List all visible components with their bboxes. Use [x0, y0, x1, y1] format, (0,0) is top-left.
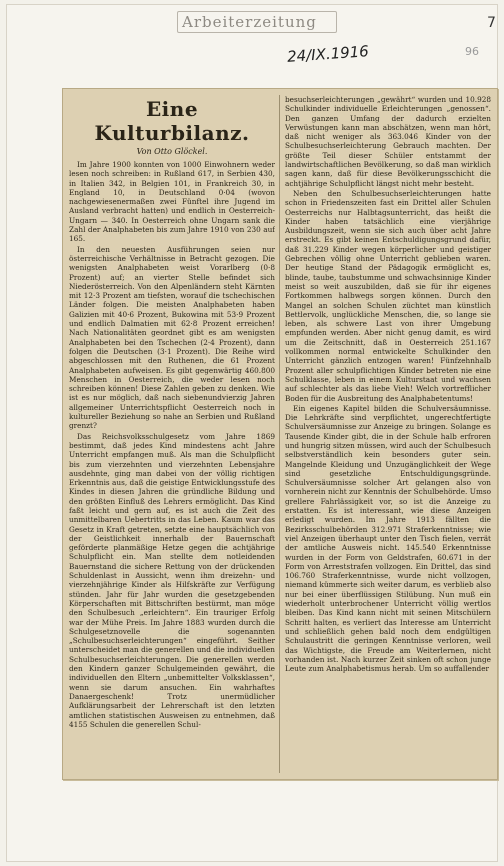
handwritten-date: 24/IX.1916 [286, 42, 370, 66]
article-paragraph: Im Jahre 1900 konnten von 1000 Einwohnern weder lesen noch schreiben: in Rußland 617, in Serbien 430, in Italien 342, in Belgien 101, in Frankreich 30, in England 10, in Deutschland 0·04 (wovon nachgewiesenermaßen zwei Fünftel ihre Jugend im Ausland verbracht hatten) und endlich in Oesterreich-Ungarn — 340. In Oesterreich ohne Ungarn sank die Zahl der Analphabeten bis zum Jahre 1910 von 230 auf 165. [69, 160, 275, 244]
article-headline: Eine Kulturbilanz. [94, 97, 250, 145]
newspaper-stamp: Arbeiterzeitung [177, 11, 337, 33]
pencil-number: 96 [465, 45, 479, 58]
column-divider [279, 95, 280, 773]
article-paragraph: Neben den Schulbesuchserleichterungen hatte schon in Friedenszeiten fast ein Drittel aller Schulen Oesterreichs nur Halbtagsunterricht, das heißt die Kinder haben tatsächlich eine vierjährige Ausbildungszeit, wenn sie sich auch über acht Jahre erstreckt. Es gibt keinen Entschuldigungsgrund dafür, daß 31.229 Kinder wegen körperlicher und geistiger Gebrechen völlig ohne Unterricht geblieben waren. Der heutige Stand der Pädagogik ermöglicht es, blinde, taube, taubstumme und schwachsinnige Kinder meist so weit auszubilden, daß sie für ihr eigenes Fortkommen halbwegs sorgen können. Durch den Mangel an solchen Schulen züchtet man künstlich Bettlervolk, unglückliche Menschen, die, so lange sie leben, als schwere Last von ihrer Umgebung empfunden werden. Aber nicht genug damit, es wird um die Zeitschnitt, daß in Oesterreich 251.167 vollkommen normal entwickelte Schulkinder den Unterricht gänzlich entzogen waren! Fünfzehnhalb Prozent aller schulpflichtigen Kinder betreten nie eine Schulklasse, leben in einem Kulturstaat und wachsen auf schlechter als das liebe Vieh! Welch vortrefflicher Boden für die Ausbreitung des Analphabetentums! [285, 188, 491, 403]
article-paragraph: Das Reichsvolksschulgesetz vom Jahre 1869 bestimmt, daß jedes Kind mindestens acht Jahre Unterricht empfangen muß. Als man die Schulpflicht bis zum vierzehnten und vierzehnten Lebensjahre ausdehnte, ging man dabei von der völlig richtigen Erkenntnis aus, daß die geistige Entwicklungsstufe des Kindes in diesen Jahren die gründliche Bildung und den größten Einfluß des Lehrers ermöglicht. Das Kind faßt leicht und gern auf, es ist auch die Zeit des unmittelbaren Uebertritts in das Leben. Kaum war das Gesetz in Kraft getreten, setzte eine hauptsächlich von der Geistlichkeit innerhalb der Bauernschaft geförderte planmäßige Hetze gegen die achtjährige Schulpflicht ein. Man stellte dem notleidenden Bauernstand die sichere Rettung von der drückenden Schuldenlast in Aussicht, wenn ihm dreizehn- und vierzehnjährige Kinder als Hilfskräfte zur Verfügung stünden. Jahr für Jahr wurden die gesetzgebenden Körperschaften mit Bittschriften bestürmt, man möge den Schulbesuch „erleichtern“. Ein trauriger Erfolg war der Mühe Preis. Im Jahre 1883 wurden durch die Schulgesetznovelle die sogenannten „Schulbesuchserleichterungen“ eingeführt. Seither unterscheidet man die generellen und die individuellen Schulbesuchserleichterungen. Die generellen werden den Kindern ganzer Schulgemeinden gewährt, die individuellen den Eltern „unbemittelter Volksklassen“, wenn sie darum ansuchen. Ein wahrhaftes Danaergeschenk! Trotz unermüdlicher Aufklärungsarbeit der Lehrerschaft ist den letzten amtlichen statistischen Ausweisen zu entnehmen, daß 4155 Schulen die generellen Schul- [69, 431, 275, 729]
article-column-left [69, 95, 275, 773]
article-column-right [285, 95, 491, 773]
article-paragraph: In den neuesten Ausführungen seien nur österreichische Verhältnisse in Betracht gezogen. Die wenigsten Analphabeten weist Vorarlberg (0·8 Prozent) auf; an vierter Stelle befindet sich Niederösterreich. Von den Alpenländern steht Kärnten mit 12·3 Prozent am tiefsten, worauf die tschechischen Länder folgen. Die meisten Analphabeten haben Galizien mit 40·6 Prozent, Bukowina mit 53·9 Prozent und endlich Dalmatien mit 62·8 Prozent erreichen! Nach Nationalitäten geordnet gibt es am wenigsten Analphabeten bei den Tschechen (2·4 Prozent), dann folgen die Deutschen (3·1 Prozent). Die Reihe wird abgeschlossen mit den Ruthenen, die 61 Prozent Analphabeten aufweisen. Es gibt gegenwärtig 460.800 Menschen in Oesterreich, die weder lesen noch schreiben können! Diese Zahlen geben zu denken. Wie ist es nur möglich, daß nach siebenundvierzig Jahren allgemeiner Unterrichtspflicht Oesterreich noch in kultureller Beziehung so nahe an Serbien und Rußland grenzt? [69, 244, 275, 431]
article-paragraph: Ein eigenes Kapitel bilden die Schulversäumnisse. Die Lehrkräfte sind verpflichtet, ungerechtfertigte Schulversäumnisse zur Anzeige zu bringen. Solange es Tausende Kinder gibt, die in der Schule halb erfroren und hungrig sitzen müssen, wird auch der Schulbesuch selbstverständlich kein besonders guter sein. Mangelnde Kleidung und Unzugänglichkeit der Wege sind gesetzliche Entschuldigungsgründe. Schulversäumnisse solcher Art gelangen also von vornherein nicht zur Kenntnis der Schulbehörde. Umso grellere Fahrlässigkeit vor, so ist die Anzeige zu erstatten. Es ist interessant, wie diese Anzeigen erledigt wurden. Im Jahre 1913 fällten die Bezirksschulbehörden 312.971 Straferkenntnisse; wie viel Anzeigen überhaupt unter den Tisch fielen, verrät der amtliche Ausweis nicht. 145.540 Erkenntnisse wurden in der Form von Geldstrafen, 60.671 in der Form von Arreststrafen vollzogen. Ein Drittel, das sind 106.760 Straferkenntnisse, wurde nicht vollzogen, niemand kümmerte sich weiter darum, es verblieb also nur bei einer überflüssigen Stilübung. Nun muß ein wiederholt unterbrochener Unterricht völlig wertlos bleiben. Das Kind kann nicht mit seinen Mitschülern Schritt halten, es verliert das Interesse am Unterricht und schließlich gehen bald noch dem endgültigen Schulaustritt die geringen Kenntnisse verloren, weil das Wichtigste, die Freude am Weiterlernen, nicht vorhanden ist. Nach kurzer Zeit sinken oft schon junge Leute zum Analphabetismus herab. Um so auffallender [285, 403, 491, 674]
article-paragraph: besuchserleichterungen „gewährt“ wurden und 10.928 Schulkinder individuelle Erleichterungen „genossen“. Den ganzen Umfang der dadurch erzielten Verwüstungen kann man abschätzen, wenn man hört, daß nicht weniger als 363.046 Kinder von der Schulbesuchserleichterung Gebrauch machten. Der größte Teil dieser Schüler entstammt der landwirtschaftlichen Bevölkerung, so daß man wirklich sagen kann, daß für diese Bevölkerungsschicht die achtjährige Schulpflicht längst nicht mehr besteht. [285, 95, 491, 188]
article-byline: Von Otto Glöckel. [136, 147, 208, 156]
corner-number: 7 [487, 15, 496, 31]
newspaper-clipping [62, 88, 498, 780]
